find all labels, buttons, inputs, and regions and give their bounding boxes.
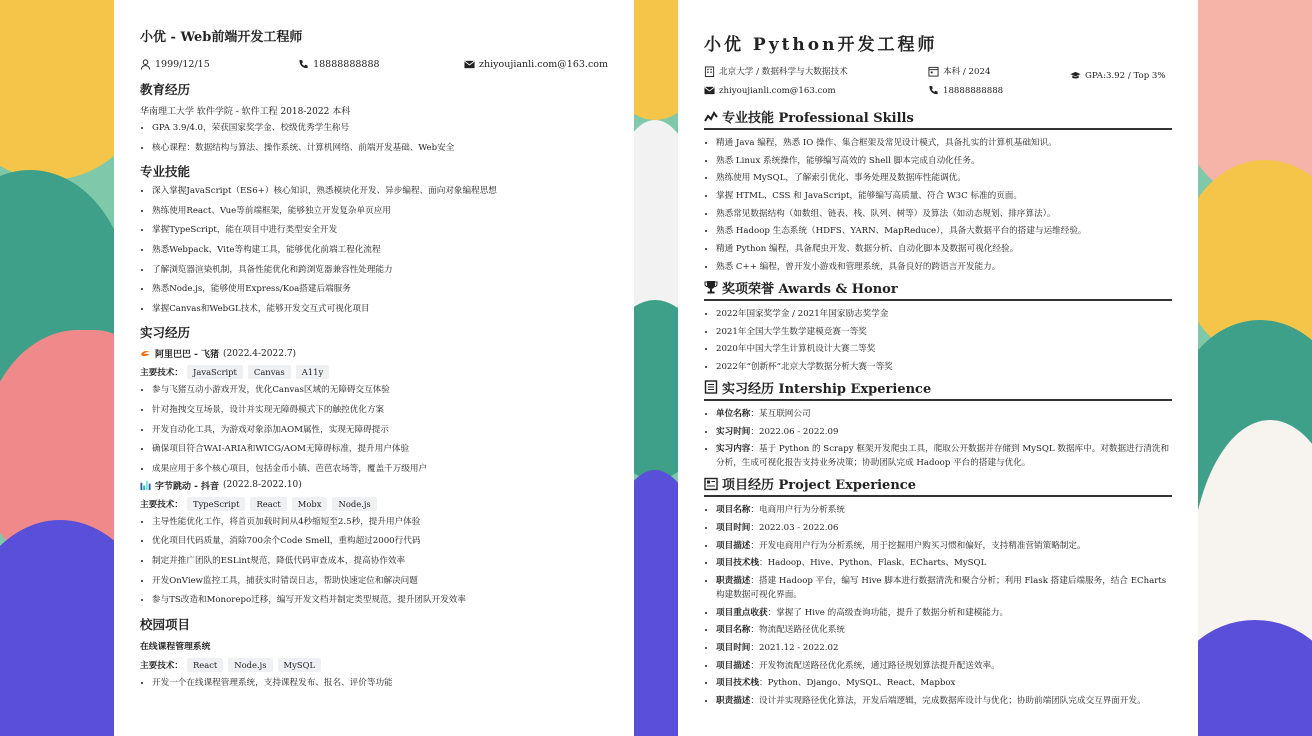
education-school: 华南理工大学 软件学院 - 软件工程 2018-2022 本科 — [140, 107, 351, 117]
list-item: • 参与TS改造和Monorepo迁移，编写开发文档并制定类型规范，提升团队开发效率 — [152, 595, 608, 606]
list-item: • 了解浏览器渲染机制，具备性能优化和跨浏览器兼容性处理能力 — [152, 265, 608, 276]
list-item: • 优化项目代码质量，消除700余个Code Smell，重构超过2000行代码 — [152, 536, 608, 547]
list-item: • 2022年国家奖学金 / 2021年国家励志奖学金 — [716, 307, 1172, 321]
phone: 18888888888 — [928, 85, 1003, 96]
list-item: • 精通 Java 编程，熟悉 IO 操作、集合框架及常见设计模式，具备扎实的计算机基础知识。 — [716, 136, 1172, 150]
internship-list — [704, 407, 1172, 470]
campus-list — [140, 678, 608, 689]
education-list — [140, 123, 608, 154]
awards-list — [704, 307, 1172, 374]
skills-list — [140, 186, 608, 315]
list-item: • 熟悉Node.js，能够使用Express/Koa搭建后端服务 — [152, 284, 608, 295]
list-item: • 项目描述：开发电商用户行为分析系统，用于挖掘用户购买习惯和偏好，支持精准营销策略制定。 — [716, 539, 1172, 553]
tech-tag: MySQL — [278, 658, 321, 672]
contact-row — [140, 59, 608, 70]
internship-heading: 实习经历 — [140, 325, 191, 341]
list-item: • 针对拖拽交互场景，设计并实现无障碍模式下的触控优化方案 — [152, 405, 608, 416]
list-item: • 项目技术栈：Hadoop、Hive、Python、Flask、ECharts、MySQL — [716, 556, 1172, 570]
resume-title: 小优 - Web前端开发工程师 — [140, 30, 303, 45]
list-item: • 项目重点收获：掌握了 Hive 的高级查询功能，提升了数据分析和建模能力。 — [716, 606, 1172, 620]
list-item: • 实习内容：基于 Python 的 Scrapy 框架开发爬虫工具，爬取公开数据并存储到 MySQL 数据库中。对数据进行清洗和分析，生成可视化报告支持业务决策；协助团队完成 Hadoop 平台的搭建与优化。 — [716, 442, 1172, 470]
list-item: • 熟悉 Hadoop 生态系统（HDFS、YARN、MapReduce），具备大数据平台的搭建与运维经验。 — [716, 224, 1172, 238]
degree: 本科 / 2024 — [928, 65, 990, 77]
project-icon — [704, 477, 718, 491]
list-item: • 2020年中国大学生计算机设计大赛二等奖 — [716, 342, 1172, 356]
list-item: • 实习时间：2022.06 - 2022.09 — [716, 425, 1172, 439]
tech-tag: Mobx — [292, 497, 328, 511]
awards-heading: 奖项荣誉 Awards & Honor — [704, 278, 1172, 301]
list-item: • 项目技术栈：Python、Django、MySQL、React、Mapbox — [716, 676, 1172, 690]
list-item: • 掌握 HTML、CSS 和 JavaScript，能够编写高质量、符合 W3C 标准的页面。 — [716, 189, 1172, 203]
list-item: • 深入掌握JavaScript（ES6+）核心知识，熟悉模块化开发、异步编程、面向对象编程思想 — [152, 186, 608, 197]
list-item: • 开发OnView监控工具，捕获实时错误日志，帮助快速定位和解决问题 — [152, 576, 608, 587]
list-item: • 确保项目符合WAI-ARIA和WICG/AOM无障碍标准，提升用户体验 — [152, 444, 608, 455]
list-item: • 熟悉 Linux 系统操作，能够编写高效的 Shell 脚本完成自动化任务。 — [716, 154, 1172, 168]
trophy-icon — [704, 280, 718, 294]
list-item: • 熟悉 C++ 编程，曾开发小游戏和管理系统，具备良好的跨语言开发能力。 — [716, 260, 1172, 274]
list-item: • 熟练使用React、Vue等前端框架，能够独立开发复杂单页应用 — [152, 206, 608, 217]
campus-project-name: 在线课程管理系统 — [140, 641, 211, 652]
tech-tag: Canvas — [248, 365, 291, 379]
list-item: • 项目名称：物流配送路径优化系统 — [716, 623, 1172, 637]
resume-title: 小优 Python开发工程师 — [704, 35, 938, 55]
list-item: • 核心课程：数据结构与算法、操作系统、计算机网络、前端开发基础、Web安全 — [152, 143, 608, 154]
company-bytedance: 字节跳动 - 抖音 (2022.8-2022.10) — [140, 479, 608, 492]
tech-tag: A11y — [296, 365, 329, 379]
school: 北京大学 / 数据科学与大数据技术 — [704, 65, 848, 77]
list-item: • 项目描述：开发物流配送路径优化系统，通过路径规划算法提升配送效率。 — [716, 659, 1172, 673]
gpa: GPA:3.92 / Top 3% — [1070, 70, 1166, 81]
tech-tag: Node.js — [332, 497, 376, 511]
list-item: • 参与飞猪互动小游戏开发，优化Canvas区域的无障碍交互体验 — [152, 385, 608, 396]
skills-icon — [704, 110, 718, 124]
alibaba-logo-icon — [140, 348, 151, 359]
graduation-cap-icon — [1070, 70, 1081, 81]
list-item: • 熟练使用 MySQL，了解索引优化、事务处理及数据库性能调优。 — [716, 171, 1172, 185]
email: zhiyoujianli.com@163.com — [704, 85, 836, 96]
projects-heading: 项目经历 Project Experience — [704, 474, 1172, 497]
bytedance-list — [140, 517, 608, 606]
tech-tag: Node.js — [228, 658, 272, 672]
list-item: • 项目名称：电商用户行为分析系统 — [716, 503, 1172, 517]
education-heading: 教育经历 — [140, 82, 191, 97]
list-item: • 2022年“创新杯”北京大学数据分析大赛一等奖 — [716, 360, 1172, 374]
document-icon — [704, 380, 718, 394]
list-item: • 职责描述：设计并实现路径优化算法，开发后端逻辑，完成数据库设计与优化；协助前端团队完成交互界面开发。 — [716, 694, 1172, 708]
list-item: • 项目时间：2021.12 - 2022.02 — [716, 641, 1172, 655]
skills-list — [704, 136, 1172, 274]
alibaba-list — [140, 385, 608, 474]
list-item: • 开发一个在线课程管理系统，支持课程发布、报名、评价等功能 — [152, 678, 608, 689]
internship-heading: 实习经历 Intership Experience — [704, 378, 1172, 401]
tech-row: 主要技术： React Node.js MySQL — [140, 658, 608, 672]
skills-heading: 专业技能 — [140, 164, 191, 180]
mail-icon — [464, 59, 475, 70]
phone: 18888888888 — [298, 59, 464, 70]
list-item: • 职责描述：搭建 Hadoop 平台，编写 Hive 脚本进行数据清洗和聚合分析；利用 Flask 搭建后端服务，结合 ECharts 构建数据可视化界面。 — [716, 574, 1172, 602]
list-item: • 掌握Canvas和WebGL技术，能够开发交互式可视化项目 — [152, 304, 608, 315]
list-item: • 主导性能优化工作，将首页加载时间从4秒缩短至2.5秒，提升用户体验 — [152, 517, 608, 528]
projects-list — [704, 503, 1172, 708]
calendar-icon — [928, 66, 939, 77]
list-item: • 熟悉Webpack、Vite等构建工具，能够优化前端工程化流程 — [152, 245, 608, 256]
list-item: • 精通 Python 编程，具备爬虫开发、数据分析、自动化脚本及数据可视化经验。 — [716, 242, 1172, 256]
tech-tag: JavaScript — [187, 365, 243, 379]
person-icon — [140, 59, 151, 70]
resume-left — [114, 0, 634, 736]
list-item: • 单位名称：某互联网公司 — [716, 407, 1172, 421]
email: zhiyoujianli.com@163.com — [464, 59, 608, 70]
tech-tag: TypeScript — [187, 497, 245, 511]
mail-icon — [704, 85, 715, 96]
list-item: • 2021年全国大学生数学建模竞赛一等奖 — [716, 325, 1172, 339]
list-item: • 开发自动化工具，为游戏对象添加AOM属性，实现无障碍提示 — [152, 425, 608, 436]
resume-right — [678, 0, 1198, 736]
list-item: • 熟悉常见数据结构（如数组、链表、栈、队列、树等）及算法（如动态规划、排序算法）。 — [716, 207, 1172, 221]
list-item: • GPA 3.9/4.0，荣获国家奖学金、校级优秀学生称号 — [152, 123, 608, 134]
phone-icon — [928, 85, 939, 96]
list-item: • 成果应用于多个核心项目，包括金币小镇、芭芭农场等，覆盖千万级用户 — [152, 464, 608, 475]
info-grid — [704, 65, 1172, 101]
campus-heading: 校园项目 — [140, 616, 191, 632]
company-alibaba: 阿里巴巴 - 飞猪 (2022.4-2022.7) — [140, 347, 608, 360]
phone-icon — [298, 59, 309, 70]
list-item: • 项目时间：2022.03 - 2022.06 — [716, 521, 1172, 535]
list-item: • 制定并推广团队的ESLint规范，降低代码审查成本，提高协作效率 — [152, 556, 608, 567]
tech-row: 主要技术： JavaScript Canvas A11y — [140, 365, 608, 379]
list-item: • 掌握TypeScript，能在项目中进行类型安全开发 — [152, 225, 608, 236]
building-icon — [704, 66, 715, 77]
tech-row: 主要技术： TypeScript React Mobx Node.js — [140, 497, 608, 511]
skills-heading: 专业技能 Professional Skills — [704, 107, 1172, 130]
tech-tag: React — [187, 658, 223, 672]
bytedance-logo-icon — [140, 480, 151, 491]
birthday: 1999/12/15 — [140, 59, 298, 70]
tech-tag: React — [250, 497, 286, 511]
